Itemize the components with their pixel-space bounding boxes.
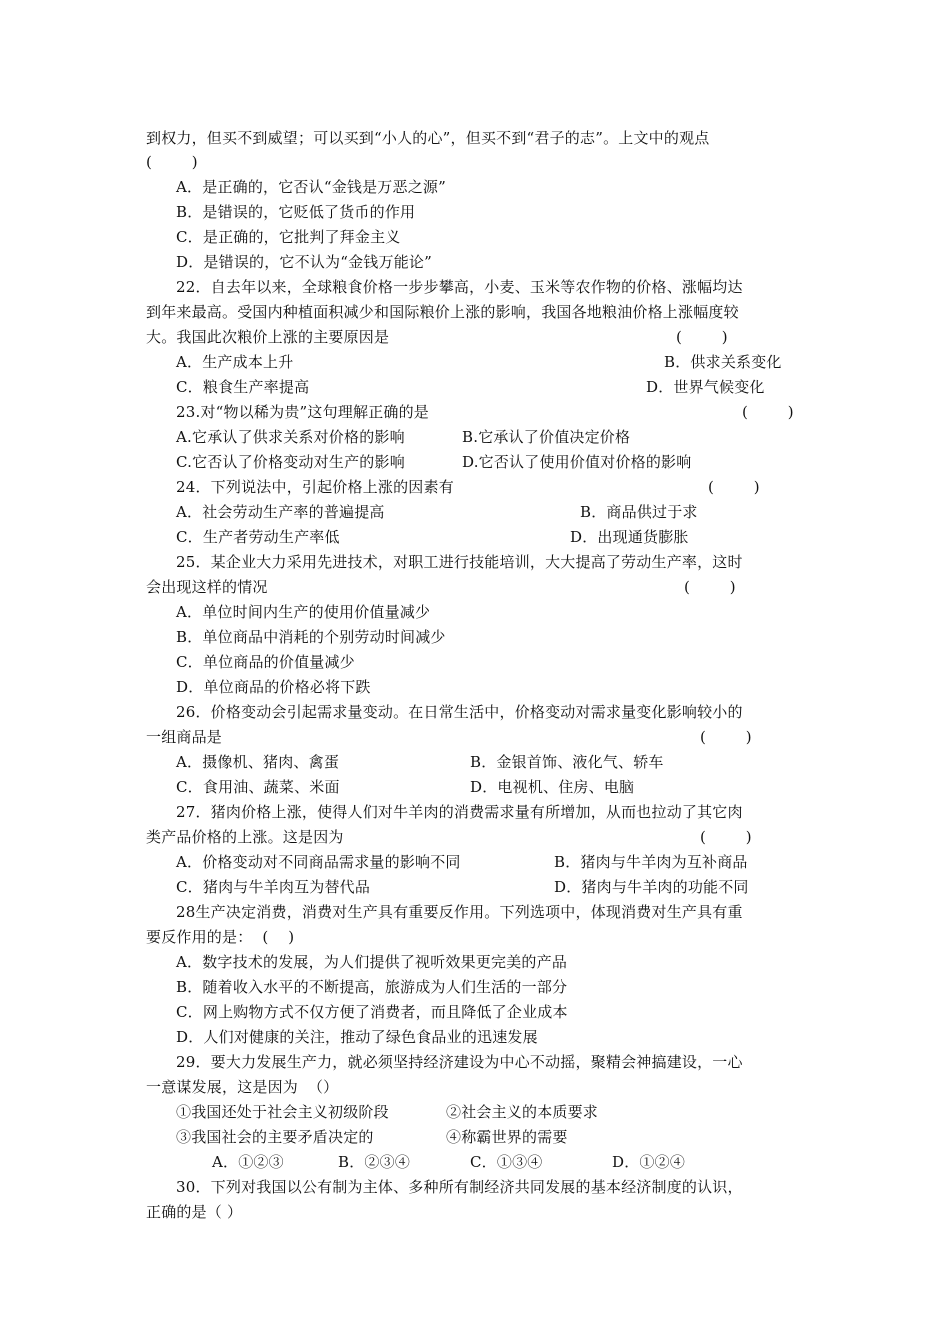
answer-blank: ( ) [684, 578, 736, 596]
option-a: A．社会劳动生产率的普遍提高 [176, 503, 385, 521]
option-c: C．生产者劳动生产率低 [176, 528, 340, 546]
option-c: C．①③④ [470, 1153, 543, 1171]
option-b: B．②③④ [338, 1153, 411, 1171]
option-a: A．是正确的，它否认“金钱是万恶之源” [176, 178, 446, 196]
statement-1: ①我国还处于社会主义初级阶段 [176, 1103, 389, 1121]
option-b: B．金银首饰、液化气、轿车 [470, 753, 664, 771]
option-b: B．单位商品中消耗的个别劳动时间减少 [176, 628, 446, 646]
q29-stem-cont: 一意谋发展，这是因为 （） [146, 1078, 339, 1096]
option-d: D．人们对健康的关注，推动了绿色食品业的迅速发展 [176, 1028, 538, 1046]
q25-stem: 25．某企业大力采用先进技术，对职工进行技能培训，大大提高了劳动生产率，这时 [176, 553, 743, 571]
q27-stem-cont: 类产品价格的上涨。这是因为 [146, 828, 344, 846]
q25-stem-cont: 会出现这样的情况 [146, 578, 268, 596]
option-d: D．①②④ [612, 1153, 686, 1171]
option-b: B．随着收入水平的不断提高，旅游成为人们生活的一部分 [176, 978, 568, 996]
q21-line: 到权力，但买不到威望；可以买到“小人的心”，但买不到“君子的志”。上文中的观点 [146, 129, 710, 147]
q22-stem-cont: 大。我国此次粮价上涨的主要原因是 [146, 328, 390, 346]
answer-blank: ( ) [700, 828, 752, 846]
statement-3: ③我国社会的主要矛盾决定的 [176, 1128, 374, 1146]
q28-stem-cont: 要反作用的是： ( ) [146, 928, 295, 946]
option-c: C．食用油、蔬菜、米面 [176, 778, 340, 796]
option-a: A．①②③ [212, 1153, 284, 1171]
option-d: D．猪肉与牛羊肉的功能不同 [554, 878, 749, 896]
option-d: D．出现通货膨胀 [570, 528, 689, 546]
q24-stem: 24．下列说法中，引起价格上涨的因素有 [176, 478, 454, 496]
option-c: C．单位商品的价值量减少 [176, 653, 355, 671]
option-c: C．网上购物方式不仅方便了消费者，而且降低了企业成本 [176, 1003, 568, 1021]
option-d: D．单位商品的价格必将下跌 [176, 678, 371, 696]
answer-blank: ( ) [708, 478, 760, 496]
q26-stem-cont: 一组商品是 [146, 728, 223, 746]
q22-stem: 22．自去年以来，全球粮食价格一步步攀高，小麦、玉米等农作物的价格、涨幅均达 [176, 278, 743, 296]
option-a: A．摄像机、猪肉、禽蛋 [176, 753, 340, 771]
option-a: A．价格变动对不同商品需求量的影响不同 [176, 853, 461, 871]
option-b: B．供求关系变化 [664, 353, 782, 371]
q27-stem: 27．猪肉价格上涨，使得人们对牛羊肉的消费需求量有所增加，从而也拉动了其它肉 [176, 803, 743, 821]
option-a: A．生产成本上升 [176, 353, 294, 371]
option-a: A．单位时间内生产的使用价值量减少 [176, 603, 431, 621]
answer-blank: ( ) [146, 153, 198, 171]
q26-stem: 26．价格变动会引起需求量变动。在日常生活中，价格变动对需求量变化影响较小的 [176, 703, 743, 721]
q23-stem: 23.对“物以稀为贵”这句理解正确的是 [176, 403, 429, 421]
statement-2: ②社会主义的本质要求 [446, 1103, 599, 1121]
q30-stem-cont: 正确的是（ ） [146, 1203, 243, 1221]
answer-blank: ( ) [700, 728, 752, 746]
option-a: A.它承认了供求关系对价格的影响 [176, 428, 405, 446]
option-d: D．是错误的，它不认为“金钱万能论” [176, 253, 432, 271]
q28-stem: 28生产决定消费，消费对生产具有重要反作用。下列选项中，体现消费对生产具有重 [176, 903, 743, 921]
option-c: C．是正确的，它批判了拜金主义 [176, 228, 401, 246]
q30-stem: 30．下列对我国以公有制为主体、多种所有制经济共同发展的基本经济制度的认识， [176, 1178, 743, 1196]
option-d: D．电视机、住房、电脑 [470, 778, 635, 796]
answer-blank: ( ) [676, 328, 728, 346]
option-c: C．粮食生产率提高 [176, 378, 310, 396]
option-b: B．猪肉与牛羊肉为互补商品 [554, 853, 748, 871]
option-b: B．是错误的，它贬低了货币的作用 [176, 203, 416, 221]
answer-blank: ( ) [742, 403, 794, 421]
option-d: D．世界气候变化 [646, 378, 765, 396]
option-c: C．猪肉与牛羊肉互为替代品 [176, 878, 371, 896]
option-b: B．商品供过于求 [580, 503, 698, 521]
statement-4: ④称霸世界的需要 [446, 1128, 568, 1146]
q22-stem-cont: 到年来最高。受国内种植面积减少和国际粮价上涨的影响，我国各地粮油价格上涨幅度较 [146, 303, 739, 321]
option-a: A．数字技术的发展，为人们提供了视听效果更完美的产品 [176, 953, 568, 971]
option-b: B.它承认了价值决定价格 [462, 428, 631, 446]
option-d: D.它否认了使用价值对价格的影响 [462, 453, 692, 471]
option-c: C.它否认了价格变动对生产的影响 [176, 453, 405, 471]
q29-stem: 29．要大力发展生产力，就必须坚持经济建设为中心不动摇，聚精会神搞建设，一心 [176, 1053, 743, 1071]
